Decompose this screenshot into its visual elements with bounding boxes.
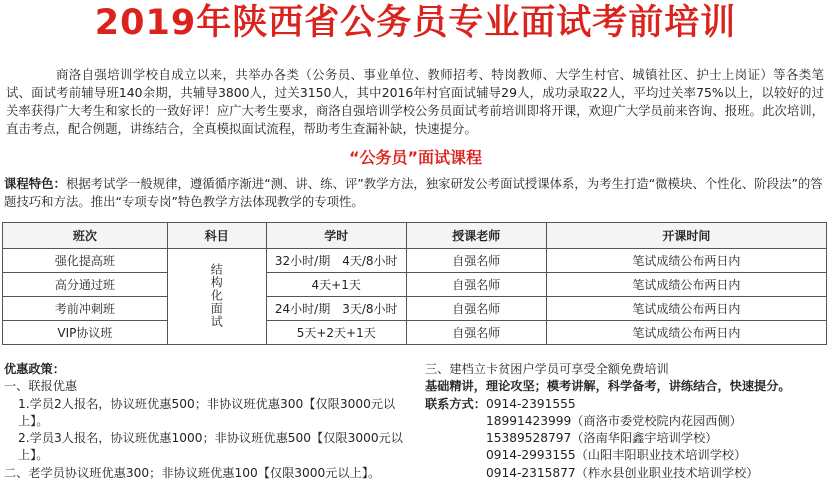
course-features: [4, 175, 824, 211]
table-row: [3, 249, 827, 273]
header-subject: 科目: [167, 223, 266, 249]
table-row: [3, 321, 827, 345]
feature-label: 课程特色：: [4, 176, 66, 191]
hours: 5天+2天+1天: [266, 321, 406, 345]
class-name: 强化提高班: [3, 249, 168, 273]
policy-item-2: 2.学员3人报名，协议班优惠1000；非协议班优惠500【仅限3000元以上】。: [18, 431, 403, 463]
class-name: 考前冲刺班: [3, 297, 168, 321]
slogan: 基础精讲，理论攻坚；模考讲解，科学备考，讲练结合，快速提分。: [425, 379, 791, 394]
teacher: 自强名师: [406, 249, 546, 273]
phone-number: 15389528797（洛南华阳鑫宇培训学校）: [485, 431, 718, 446]
teacher: 自强名师: [406, 273, 546, 297]
page-title: 2019年陕西省公务员专业面试考前培训: [94, 3, 737, 43]
hours: 4天+1天: [266, 273, 406, 297]
table-header-row: [3, 223, 827, 249]
start-time: 笔试成绩公布两日内: [546, 321, 826, 345]
table-row: [3, 273, 827, 297]
policy-item-1: 1.学员2人报名，协议班优惠500；非协议班优惠300【仅限3000元以上】。: [18, 396, 396, 428]
contact-info: [425, 396, 825, 482]
header-start-time: 开课时间: [546, 223, 826, 249]
hours: 24小时/期 3天/8小时: [266, 297, 406, 321]
phone-number: 18991423999（商洛市委党校院内花园西侧）: [485, 413, 742, 428]
teacher: 自强名师: [406, 297, 546, 321]
start-time: 笔试成绩公布两日内: [546, 273, 826, 297]
phone-number: 0914-2315877（柞水县创业职业技术培训学校）: [485, 465, 759, 480]
policy-item-3: 二、老学员协议班优惠300；非协议班优惠100【仅限3000元以上】。: [4, 465, 381, 480]
start-time: 笔试成绩公布两日内: [546, 249, 826, 273]
feature-text: 根据考试学一般规律，遵循循序渐进“测、讲、练、评”教学方法，独家研发公考面试授课体系，为考生打造“微模块、个性化、阶段法”的答题技巧和方法。推出“专项专岗”特色教学方法体现教学的专项性。: [4, 176, 823, 209]
contact-section: [425, 361, 825, 482]
table-row: [3, 297, 827, 321]
class-name: VIP协议班: [3, 321, 168, 345]
teacher: 自强名师: [406, 321, 546, 345]
header-class: 班次: [3, 223, 168, 249]
contact-label: 联系方式：: [425, 396, 486, 411]
phone-list: [486, 396, 759, 482]
class-name: 高分通过班: [3, 273, 168, 297]
course-subtitle: “公务员”面试课程: [348, 148, 483, 167]
phone-number: 0914-2993155（山阳丰阳职业技术培训学校）: [485, 448, 747, 463]
policy-group-joint: 一、联报优惠: [4, 379, 78, 394]
free-training-note: 三、建档立卡贫困户学员可享受全额免费培训: [425, 362, 669, 376]
start-time: 笔试成绩公布两日内: [546, 297, 826, 321]
header-teacher: 授课老师: [406, 223, 546, 249]
subject-text: 结构化面试: [209, 262, 224, 328]
discount-policy: [4, 361, 414, 482]
intro-paragraph: 商洛自强培训学校自成立以来，共举办各类（公务员、事业单位、教师招考、特岗教师、大学生村官、城镇社区、护士上岗证）等各类笔试、面试考前辅导班140余期，共辅导3800人，过关3150人，其中2016年村官面试辅导29人，成功录取22人，平均过关率75%以上，以较好的过关率获得广大考生和家长的一致好评！应广大考生要求，商洛自强培训学校公务员面试考前培训即将开课，欢迎广大学员前来咨询、报班。此次培训，直击考点，配合例题，讲练结合，全真模拟面试流程，帮助考生查漏补缺，快速提分。: [6, 67, 824, 136]
subject-cell: [167, 249, 266, 345]
schedule-table: [2, 222, 827, 345]
hours: 32小时/期 4天/8小时: [266, 249, 406, 273]
phone-number: 0914-2391555: [485, 396, 576, 411]
header-hours: 学时: [266, 223, 406, 249]
policy-heading: 优惠政策：: [4, 362, 65, 376]
